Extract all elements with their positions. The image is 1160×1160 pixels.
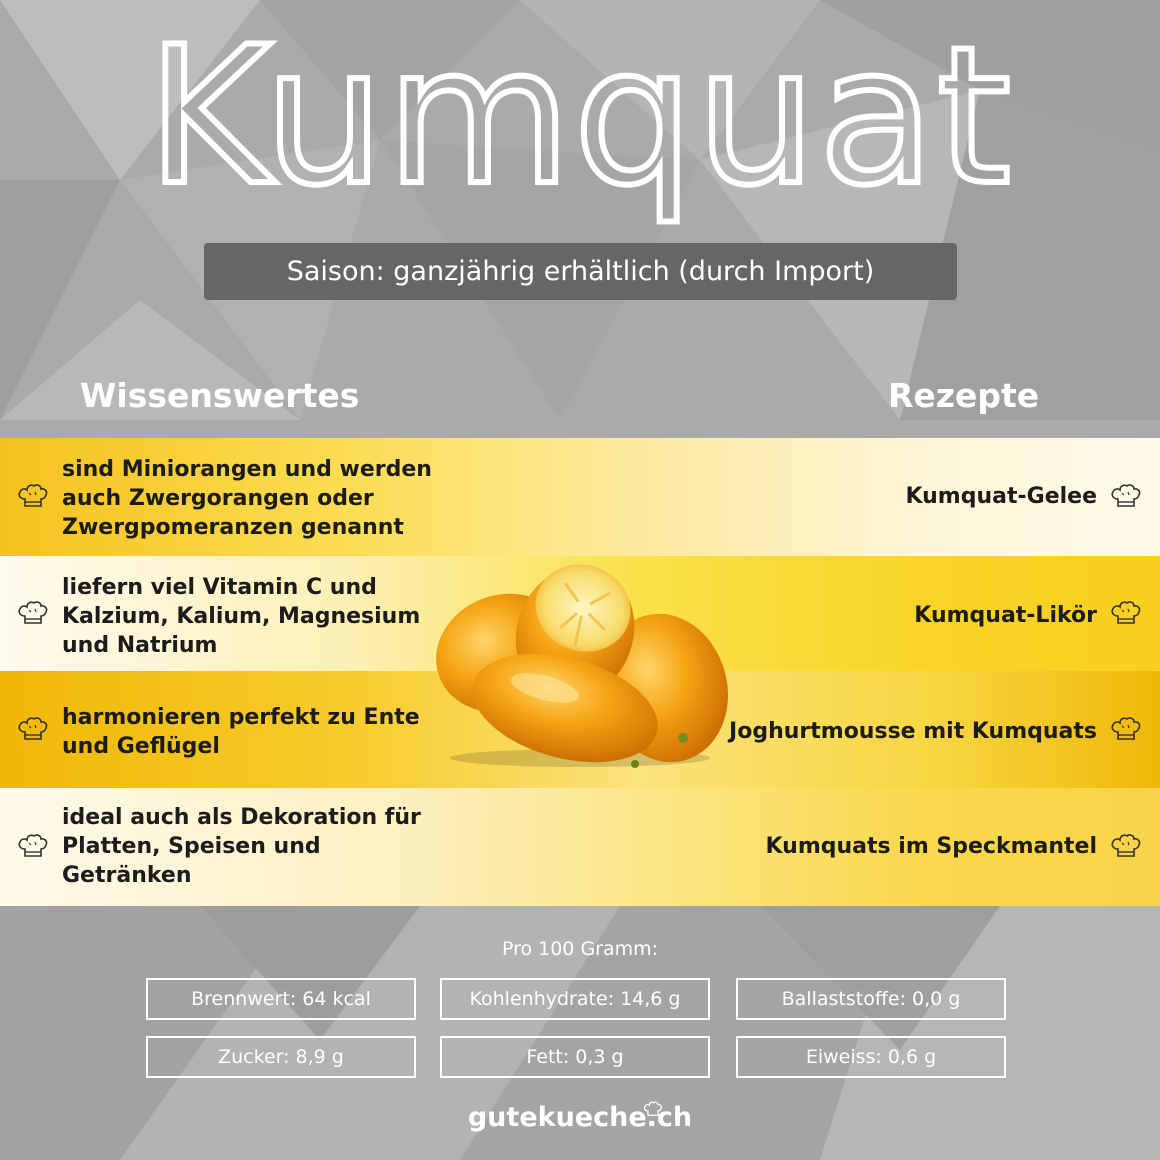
chef-hat-icon [643, 1100, 663, 1118]
fact-item: ideal auch als Dekoration für Platten, Speisen und Getränken [62, 805, 421, 888]
fact-item: liefern viel Vitamin C und Kalzium, Kalium, Magnesium und Natrium [62, 575, 421, 658]
nutrition-fat: Fett: 0,3 g [440, 1036, 710, 1078]
season-banner: Saison: ganzjährig erhältlich (durch Import) [204, 243, 957, 300]
recipe-link[interactable]: Kumquat-Gelee [905, 484, 1097, 509]
recipe-link[interactable]: Kumquats im Speckmantel [765, 834, 1097, 859]
chef-hat-icon [1110, 832, 1142, 860]
facts-heading: Wissenswertes [80, 376, 360, 415]
chef-hat-icon [17, 832, 49, 860]
chef-hat-icon [17, 599, 49, 627]
nutrition-heading: Pro 100 Gramm: [501, 938, 659, 960]
nutrition-energy: Brennwert: 64 kcal [146, 978, 416, 1020]
page-title [0, 22, 1160, 232]
nutrition-protein: Eiweiss: 0,6 g [736, 1036, 1006, 1078]
recipes-heading: Rezepte [888, 376, 1040, 415]
fact-item: sind Miniorangen und werden auch Zwergorangen oder Zwergpomeranzen genannt [62, 457, 432, 540]
chef-hat-icon [1110, 715, 1142, 743]
page-title-text: Kumquat [146, 22, 1014, 227]
fact-item: harmonieren perfekt zu Ente und Geflügel [62, 705, 420, 759]
kumquat-image [425, 558, 735, 768]
nutrition-sugar: Zucker: 8,9 g [146, 1036, 416, 1078]
brand-logo[interactable]: gutekueche.ch [467, 1102, 693, 1133]
chef-hat-icon [17, 715, 49, 743]
chef-hat-icon [1110, 599, 1142, 627]
chef-hat-icon [1110, 482, 1142, 510]
recipe-link[interactable]: Joghurtmousse mit Kumquats [729, 719, 1097, 744]
chef-hat-icon [17, 482, 49, 510]
recipe-link[interactable]: Kumquat-Likör [914, 603, 1097, 628]
nutrition-fiber: Ballaststoffe: 0,0 g [736, 978, 1006, 1020]
nutrition-carbs: Kohlenhydrate: 14,6 g [440, 978, 710, 1020]
